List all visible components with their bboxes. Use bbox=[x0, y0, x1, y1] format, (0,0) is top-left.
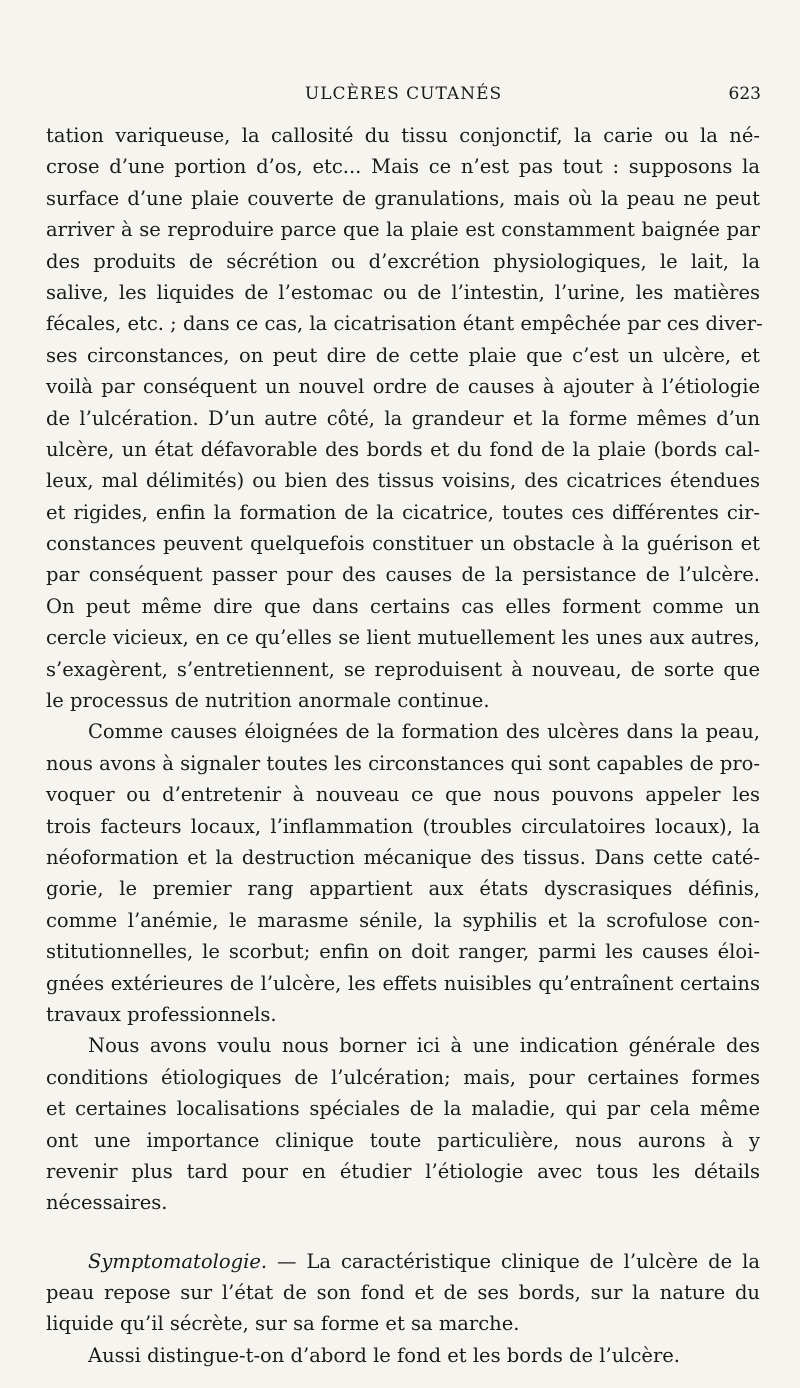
text-line: salive, les liquides de l’estomac ou de l’intestin, l’urine, les matières bbox=[46, 280, 760, 304]
text-line: trois facteurs locaux, l’inflammation (troubles circulatoires locaux), la bbox=[46, 814, 760, 838]
text-line: arriver à se reproduire parce que la plaie est constamment baignée par bbox=[46, 218, 760, 242]
text-line: voilà par conséquent un nouvel ordre de causes à ajouter à l’étiologie bbox=[46, 375, 760, 399]
paragraph-fond-bords bbox=[46, 1340, 760, 1371]
text-line: par conséquent passer pour des causes de la persistance de l’ulcère. bbox=[46, 563, 760, 587]
text-line: Comme causes éloignées de la formation des ulcères dans la peau, bbox=[88, 720, 760, 744]
text-line: et certaines localisations spéciales de la maladie, qui par cela même bbox=[46, 1097, 760, 1121]
running-title: ULCÈRES CUTANÉS bbox=[304, 84, 503, 104]
section-symptomatologie bbox=[46, 1246, 760, 1340]
text-line: cercle vicieux, en ce qu’elles se lient mutuellement les unes aux autres, bbox=[46, 626, 760, 650]
text-line: constances peuvent quelquefois constituer un obstacle à la guérison et bbox=[46, 532, 760, 556]
text-line: surface d’une plaie couverte de granulations, mais où la peau ne peut bbox=[46, 186, 760, 210]
text-line: crose d’une portion d’os, etc... Mais ce n’est pas tout : supposons la bbox=[46, 155, 760, 179]
text-line: comme l’anémie, le marasme sénile, la syphilis et la scrofulose con- bbox=[46, 908, 760, 932]
text-line: Aussi distingue-t-on d’abord le fond et les bords de l’ulcère. bbox=[88, 1343, 681, 1367]
section-gap bbox=[46, 1219, 760, 1246]
section-lead-text: — La caractéristique clinique de l’ulcère de la bbox=[267, 1249, 760, 1273]
text-line: voquer ou d’entretenir à nouveau ce que nous pouvons appeler les bbox=[46, 783, 760, 807]
paragraph-conditions-etiologiques bbox=[46, 1030, 760, 1218]
page-number: 623 bbox=[728, 84, 761, 104]
text-line: revenir plus tard pour en étudier l’étiologie avec tous les détails bbox=[46, 1159, 760, 1183]
text-line: s’exagèrent, s’entretiennent, se reproduisent à nouveau, de sorte que bbox=[46, 657, 760, 681]
text-line: ulcère, un état défavorable des bords et du fond de la plaie (bords cal- bbox=[46, 437, 760, 461]
page-header bbox=[46, 84, 761, 112]
text-line: et rigides, enfin la formation de la cicatrice, toutes ces différentes cir- bbox=[46, 500, 760, 524]
text-line: stitutionnelles, le scorbut; enfin on doit ranger, parmi les causes éloi- bbox=[46, 940, 760, 964]
text-line: Nous avons voulu nous borner ici à une indication générale des bbox=[88, 1034, 760, 1058]
text-line: ont une importance clinique toute particulière, nous aurons à y bbox=[46, 1128, 760, 1152]
body-text bbox=[46, 120, 763, 1371]
text-line: gnées extérieures de l’ulcère, les effets nuisibles qu’entraînent certains bbox=[46, 971, 760, 995]
text-line: leux, mal délimités) ou bien des tissus voisins, des cicatrices étendues bbox=[46, 469, 760, 493]
text-line: gorie, le premier rang appartient aux états dyscrasiques définis, bbox=[46, 877, 760, 901]
text-line: néoformation et la destruction mécanique des tissus. Dans cette caté- bbox=[46, 845, 760, 869]
text-line: tation variqueuse, la callosité du tissu conjonctif, la carie ou la né- bbox=[46, 124, 760, 147]
text-line: ses circonstances, on peut dire de cette plaie que c’est un ulcère, et bbox=[46, 343, 760, 367]
text-line: conditions étiologiques de l’ulcération; mais, pour certaines formes bbox=[46, 1065, 760, 1089]
text-line: nous avons à signaler toutes les circonstances qui sont capables de pro- bbox=[46, 751, 760, 775]
text-line: le processus de nutrition anormale continue. bbox=[46, 689, 490, 713]
text-line: des produits de sécrétion ou d’excrétion physiologiques, le lait, la bbox=[46, 249, 760, 273]
text-line: fécales, etc. ; dans ce cas, la cicatrisation étant empêchée par ces diver- bbox=[46, 312, 763, 336]
text-line: peau repose sur l’état de son fond et de ses bords, sur la nature du bbox=[46, 1281, 760, 1305]
section-heading: Symptomatologie. bbox=[88, 1249, 268, 1273]
text-line: On peut même dire que dans certains cas elles forment comme un bbox=[46, 594, 760, 618]
text-line bbox=[46, 1246, 760, 1277]
text-line: de l’ulcération. D’un autre côté, la grandeur et la forme mêmes d’un bbox=[46, 406, 760, 430]
text-line: liquide qu’il sécrète, sur sa forme et sa marche. bbox=[46, 1312, 520, 1336]
paragraph-causes-eloignees bbox=[46, 716, 760, 1030]
text-line: travaux professionnels. bbox=[46, 1002, 277, 1026]
text-line: nécessaires. bbox=[46, 1191, 168, 1215]
paragraph-causes-persistance bbox=[46, 120, 763, 716]
